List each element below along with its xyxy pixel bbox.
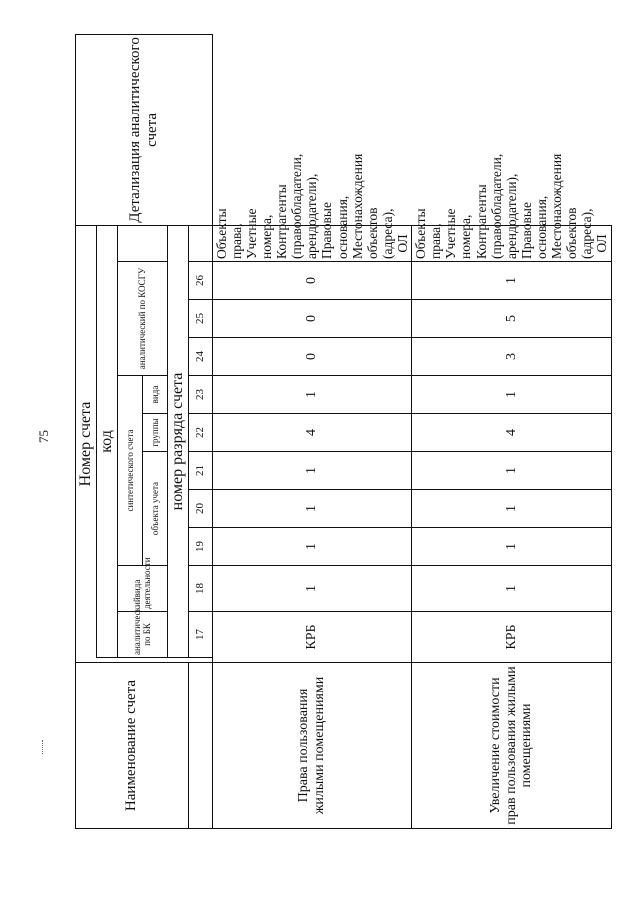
- account-name: Увеличение стоимости прав пользования жилыми помещениями: [412, 663, 611, 829]
- header-row-1: [76, 34, 97, 828]
- digit-header: 18: [188, 566, 212, 612]
- digit-cell: КРБ: [212, 612, 411, 663]
- account-name: Права пользования жилыми помещениями: [212, 663, 411, 829]
- header-detail: Детализация аналитического счета: [76, 34, 213, 225]
- page-number: 75: [36, 430, 51, 443]
- header-account-name-tail: [188, 663, 212, 829]
- digit-header: 17: [188, 612, 212, 658]
- digit-header: 25: [188, 300, 212, 338]
- account-detail: Объекты права, Учетные номера, Контрагенты (правообладатели, арендодатели), Правовые основания, Местонахождения объектов (адреса), ОЛ: [412, 225, 611, 261]
- header-synthetic: синтетического счета: [117, 376, 142, 566]
- digit-cell: 3: [412, 338, 611, 376]
- header-account-object: объекта учета: [142, 452, 167, 566]
- digit-cell: 4: [412, 414, 611, 452]
- digit-cell: 1: [412, 262, 611, 300]
- digit-header: 19: [188, 528, 212, 566]
- digit-header: 20: [188, 490, 212, 528]
- header-account-number: Номер счета: [76, 225, 97, 662]
- header-kosgu: аналитический по КОСГУ: [117, 262, 167, 376]
- digit-cell: 1: [212, 376, 411, 414]
- header-activity-type: вида деятельности: [117, 566, 167, 612]
- digit-header: 24: [188, 338, 212, 376]
- digit-cell: КРБ: [412, 612, 611, 663]
- digit-cell: 1: [412, 376, 611, 414]
- header-type: вида: [142, 376, 167, 414]
- digit-cell: 1: [212, 452, 411, 490]
- table-row: [412, 34, 611, 828]
- digit-cell: 4: [212, 414, 411, 452]
- digit-header: 21: [188, 452, 212, 490]
- digit-cell: 1: [212, 566, 411, 612]
- digit-cell: 0: [212, 262, 411, 300]
- digit-cell: 1: [412, 566, 611, 612]
- digit-cell: 0: [212, 338, 411, 376]
- header-digit-number: номер разряда счета: [167, 225, 188, 657]
- digit-cell: 1: [412, 490, 611, 528]
- digit-header: 23: [188, 376, 212, 414]
- digit-cell: 1: [212, 528, 411, 566]
- header-group: группы: [142, 414, 167, 452]
- accounts-table: [75, 34, 612, 829]
- table-row: [212, 34, 411, 828]
- account-detail: Объекты права, Учетные номера, Контрагенты (правообладатели, арендодатели), Правовые основания, Местонахождения объектов (адреса), ОЛ: [212, 225, 411, 261]
- digit-header: 26: [188, 262, 212, 300]
- digit-cell: 1: [412, 452, 611, 490]
- digit-header: 22: [188, 414, 212, 452]
- header-account-name: Наименование счета: [76, 663, 189, 829]
- digit-cell: 1: [412, 528, 611, 566]
- header-analytical-bk: аналитический по БК: [117, 612, 167, 658]
- header-code: код: [96, 225, 117, 657]
- digit-cell: 1: [212, 490, 411, 528]
- digit-cell: 0: [212, 300, 411, 338]
- digit-cell: 5: [412, 300, 611, 338]
